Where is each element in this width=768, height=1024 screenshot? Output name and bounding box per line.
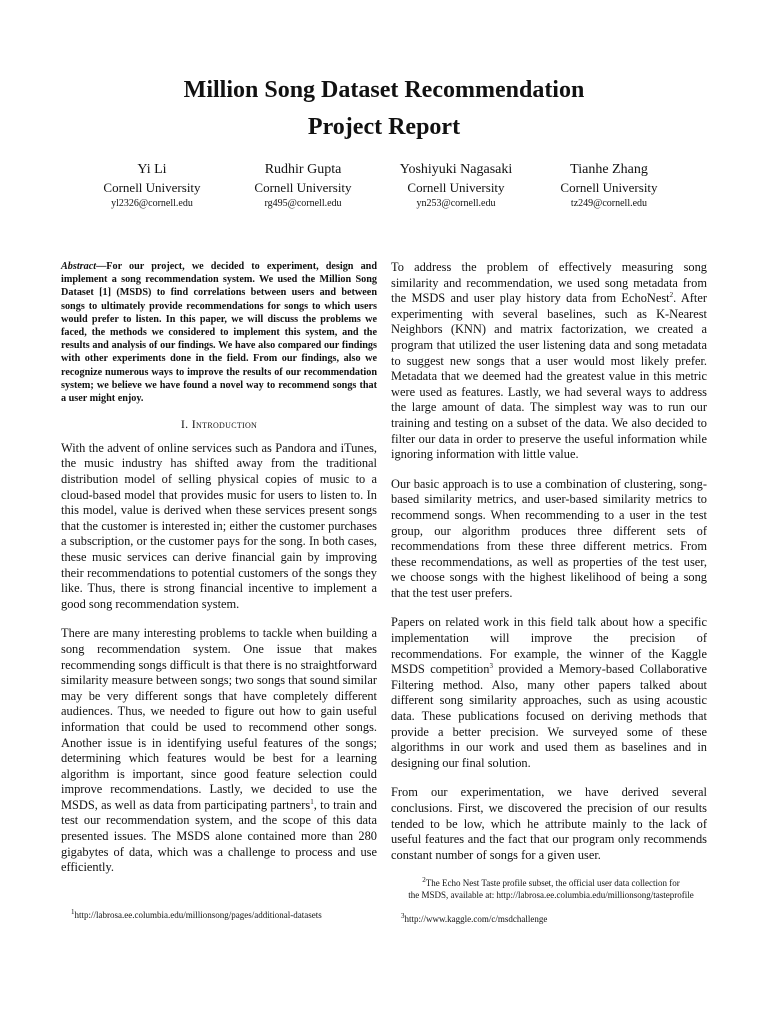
intro-paragraph-2-text: There are many interesting problems to tackle when building a song recommendation system. One issue that makes recommending songs difficult is that there is no straightforward similarity measure between songs; two songs that sound similar may be very different songs that have completely different audiences. Thus, we needed to figure out how to gain useful information that could be used to recommend other songs. Another issue is in identifying useful features of the songs; determining which features would be best for a learning algorithm is important, since good feature selection could improve recommendations. Lastly, we decided to use the MSDS, as well as data from participating partners [61,626,377,812]
paper-title [0,72,768,146]
footnote-2-line-1: The Echo Nest Taste profile subset, the official user data collection for [425,878,680,888]
intro-paragraph-3 [391,260,707,463]
author-affiliation: Cornell University [407,180,505,195]
footnote-3 [401,913,701,925]
author-1 [67,160,237,212]
intro-paragraph-5-text-cont: provided a Memory-based Collaborative Filtering method. Also, many other papers talked about different song similarity approaches, such as using acoustic data. These publications focused on deriving methods that provide a better precision. We surveyed some of these algorithms in our work and used them as baselines and in designing our final solution. [391,662,707,770]
intro-paragraph-4: Our basic approach is to use a combination of clustering, song-based similarity metrics, and user-based similarity metrics to recommend songs. When recommending to a user in the test group, our algorithm produces three different sets of recommendations from these three different metrics. From these recommendations, as well as properties of the test user, we choose songs with the highest likelihood of being a song that the test user prefers. [391,476,707,600]
footnote-2 [391,877,711,901]
author-3 [371,160,541,212]
author-name: Tianhe Zhang [570,162,648,177]
title-line-2: Project Report [307,114,461,140]
footnote-1 [71,909,391,921]
author-email: yl2326@cornell.edu [111,198,193,209]
author-email: rg495@cornell.edu [264,198,342,209]
author-4 [524,160,694,212]
section-heading [61,417,377,433]
section-number: I. [180,417,189,432]
abstract-label: Abstract [61,261,97,272]
abstract [61,260,377,405]
footnote-mark-3: 3 [401,912,405,920]
author-name: Yoshiyuki Nagasaki [399,162,513,177]
author-name: Yi Li [137,162,167,177]
author-email: tz249@cornell.edu [570,198,648,209]
intro-paragraph-3-text-cont: . After experimenting with several baselines, such as K-Nearest Neighbors (KNN) and matrix factorization, we created a program that utilized the user listening data and song metadata to suggest new songs that a user would most likely prefer. Metadata that we deemed had the greatest value in this metric were used as features. Lastly, we had several ways to address the large amount of data. The simplest way was to run our training and testing on a subset of the data. We also decided to filter our data in order to preserve the useful information while ignoring information with little value. [391,291,707,462]
footnote-ref-2: 2 [669,291,674,300]
intro-paragraph-5 [391,615,707,771]
author-2 [218,160,388,212]
intro-paragraph-2 [61,626,377,876]
left-column [61,260,377,876]
footnote-ref-3: 3 [489,662,493,671]
footnote-2-line-2: the MSDS, available at: http://labrosa.ee.columbia.edu/millionsong/tasteprofile [408,890,694,900]
author-name: Rudhir Gupta [264,162,342,177]
intro-paragraph-5-text: Papers on related work in this field talk about how a specific implementation will improve the precision of recommendations. For example, the winner of the Kaggle MSDS competition [391,615,707,677]
abstract-text: —For our project, we decided to experiment, design and implement a song recommendation system. We used the Million Song Dataset [1] (MSDS) to find correlations between users and between songs to ultimately provide recommendations for songs to which users would prefer to listen. In this paper, we will discuss the problems we faced, the methods we considered to implement this system, and the results and analysis of our findings. We have also compared our findings with other experiments done in the field. From our findings, also we recognize numerous ways to improve the results of our recommendation system; we believe we have found a novel way to recommend songs that a user might enjoy. [61,261,377,405]
author-affiliation: Cornell University [254,180,352,195]
author-affiliation: Cornell University [560,180,658,195]
footnote-3-text: http://www.kaggle.com/c/msdchallenge [404,914,548,924]
footnote-mark-2: 2 [422,876,426,884]
intro-paragraph-2-text-cont: , to train and test our recommendation system, and the scope of this data presented issues. The MSDS alone contained more than 280 gigabytes of data, which was a challenge to process and use efficiently. [61,797,377,875]
footnote-mark-1: 1 [71,908,75,916]
section-title: Introduction [191,417,258,432]
intro-paragraph-1: With the advent of online services such as Pandora and iTunes, the music industry has shifted away from the traditional distribution model of selling physical copies of music to a cloud-based model that provides music for users to listen to. In this model, value is derived when these services present songs that the customer is interested in; either the customer purchases a subscription, or the customer pays for the song. In both cases, these music services can derive financial gain by improving their recommendations to potential customers of the songs they like. Thus, there is strong financial incentive to implement a good song recommendation system. [61,440,377,611]
footnote-ref-1: 1 [310,797,314,806]
right-column [391,260,707,863]
title-line-1: Million Song Dataset Recommendation [183,77,585,103]
intro-paragraph-3-text: To address the problem of effectively measuring song similarity and recommendation, we used song metadata from the MSDS and user play history data from EchoNest [391,260,707,306]
footnote-1-text: http://labrosa.ee.columbia.edu/millionsong/pages/additional-datasets [74,910,322,920]
intro-paragraph-6: From our experimentation, we have derived several conclusions. First, we discovered the precision of our results tended to be low, which he attribute mainly to the lack of useful features and the fact that our program only recommends constant number of songs for a given user. [391,785,707,862]
author-email: yn253@cornell.edu [416,198,496,209]
author-affiliation: Cornell University [103,180,201,195]
